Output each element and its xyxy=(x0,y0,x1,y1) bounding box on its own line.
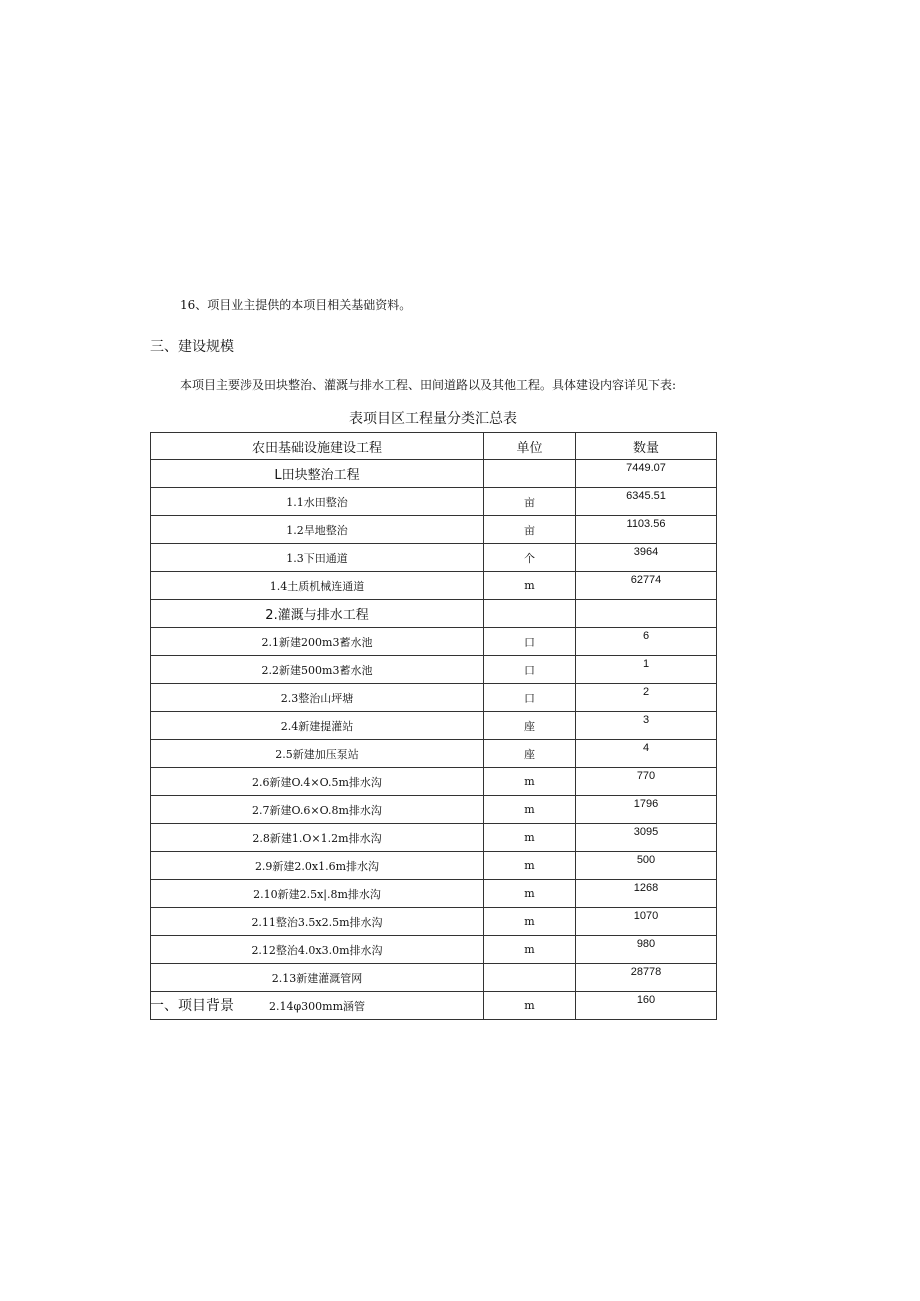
table-row xyxy=(151,600,717,628)
table-caption: 表项目区工程量分类汇总表 xyxy=(349,411,517,427)
table-row xyxy=(151,964,717,992)
row-unit: 亩 xyxy=(484,488,576,516)
row-quantity: 6345.51 xyxy=(576,488,717,516)
row-name: 2.4新建提灌站 xyxy=(151,712,484,740)
row-quantity: 1070 xyxy=(576,908,717,936)
row-name: L田块整治工程 xyxy=(151,460,484,488)
section-3-heading: 三、建设规模 xyxy=(150,339,234,355)
table-row xyxy=(151,712,717,740)
table-row xyxy=(151,880,717,908)
row-unit: 口 xyxy=(484,628,576,656)
row-quantity: 160 xyxy=(576,992,717,1020)
row-name: 1.4土质机械连通道 xyxy=(151,572,484,600)
row-name: 2.14φ300mm涵管 xyxy=(151,992,484,1020)
row-unit: 座 xyxy=(484,740,576,768)
row-unit: m xyxy=(484,824,576,852)
table-row xyxy=(151,796,717,824)
row-quantity: 62774 xyxy=(576,572,717,600)
table-row xyxy=(151,544,717,572)
row-name: 2.8新建1.O×1.2m排水沟 xyxy=(151,824,484,852)
table-row xyxy=(151,516,717,544)
row-name: 2.7新建O.6×O.8m排水沟 xyxy=(151,796,484,824)
row-quantity: 2 xyxy=(576,684,717,712)
header-unit: 单位 xyxy=(484,433,576,460)
table-row xyxy=(151,740,717,768)
row-quantity xyxy=(576,600,717,628)
table-row xyxy=(151,824,717,852)
row-quantity: 1 xyxy=(576,656,717,684)
row-quantity: 1103.56 xyxy=(576,516,717,544)
row-unit: 个 xyxy=(484,544,576,572)
row-quantity: 6 xyxy=(576,628,717,656)
row-name: 2.5新建加压泵站 xyxy=(151,740,484,768)
row-unit: 口 xyxy=(484,656,576,684)
row-unit: 亩 xyxy=(484,516,576,544)
row-name: 2.9新建2.0x1.6m排水沟 xyxy=(151,852,484,880)
table-row xyxy=(151,908,717,936)
section-1-heading: 一、项目背景 xyxy=(150,998,234,1014)
works-summary-table xyxy=(150,432,717,1020)
row-unit: m xyxy=(484,908,576,936)
row-unit xyxy=(484,964,576,992)
row-name: 1.1水田整治 xyxy=(151,488,484,516)
row-name: 2.灌溉与排水工程 xyxy=(151,600,484,628)
table-row xyxy=(151,572,717,600)
table-row xyxy=(151,992,717,1020)
table-header-row xyxy=(151,433,717,460)
row-name: 1.3下田通道 xyxy=(151,544,484,572)
row-unit: 口 xyxy=(484,684,576,712)
table-row xyxy=(151,768,717,796)
header-quantity: 数量 xyxy=(576,433,717,460)
row-unit xyxy=(484,600,576,628)
row-name: 2.13新建灌溉管网 xyxy=(151,964,484,992)
row-quantity: 1796 xyxy=(576,796,717,824)
row-unit: m xyxy=(484,852,576,880)
item-16-text: 16、项目业主提供的本项目相关基础资料。 xyxy=(180,298,412,312)
table-row xyxy=(151,656,717,684)
table-row xyxy=(151,460,717,488)
table-row xyxy=(151,936,717,964)
row-name: 1.2旱地整治 xyxy=(151,516,484,544)
row-name: 2.1新建200m3蓄水池 xyxy=(151,628,484,656)
table-row xyxy=(151,628,717,656)
row-unit: m xyxy=(484,768,576,796)
table-row xyxy=(151,488,717,516)
row-quantity: 3095 xyxy=(576,824,717,852)
row-quantity: 500 xyxy=(576,852,717,880)
row-unit xyxy=(484,460,576,488)
row-quantity: 3 xyxy=(576,712,717,740)
row-unit: m xyxy=(484,796,576,824)
row-unit: m xyxy=(484,572,576,600)
row-unit: 座 xyxy=(484,712,576,740)
row-quantity: 1268 xyxy=(576,880,717,908)
row-quantity: 28778 xyxy=(576,964,717,992)
row-quantity: 7449.07 xyxy=(576,460,717,488)
row-quantity: 3964 xyxy=(576,544,717,572)
table-row xyxy=(151,852,717,880)
row-name: 2.12整治4.0x3.0m排水沟 xyxy=(151,936,484,964)
row-quantity: 980 xyxy=(576,936,717,964)
row-unit: m xyxy=(484,936,576,964)
row-unit: m xyxy=(484,992,576,1020)
header-project: 农田基础设施建设工程 xyxy=(151,433,484,460)
row-quantity: 770 xyxy=(576,768,717,796)
row-name: 2.11整治3.5x2.5m排水沟 xyxy=(151,908,484,936)
row-name: 2.10新建2.5x|.8m排水沟 xyxy=(151,880,484,908)
table-row xyxy=(151,684,717,712)
row-name: 2.6新建O.4×O.5m排水沟 xyxy=(151,768,484,796)
intro-paragraph: 本项目主要涉及田块整治、灌溉与排水工程、田间道路以及其他工程。具体建设内容详见下表: xyxy=(180,378,677,392)
row-name: 2.2新建500m3蓄水池 xyxy=(151,656,484,684)
row-unit: m xyxy=(484,880,576,908)
row-quantity: 4 xyxy=(576,740,717,768)
row-name: 2.3整治山坪塘 xyxy=(151,684,484,712)
